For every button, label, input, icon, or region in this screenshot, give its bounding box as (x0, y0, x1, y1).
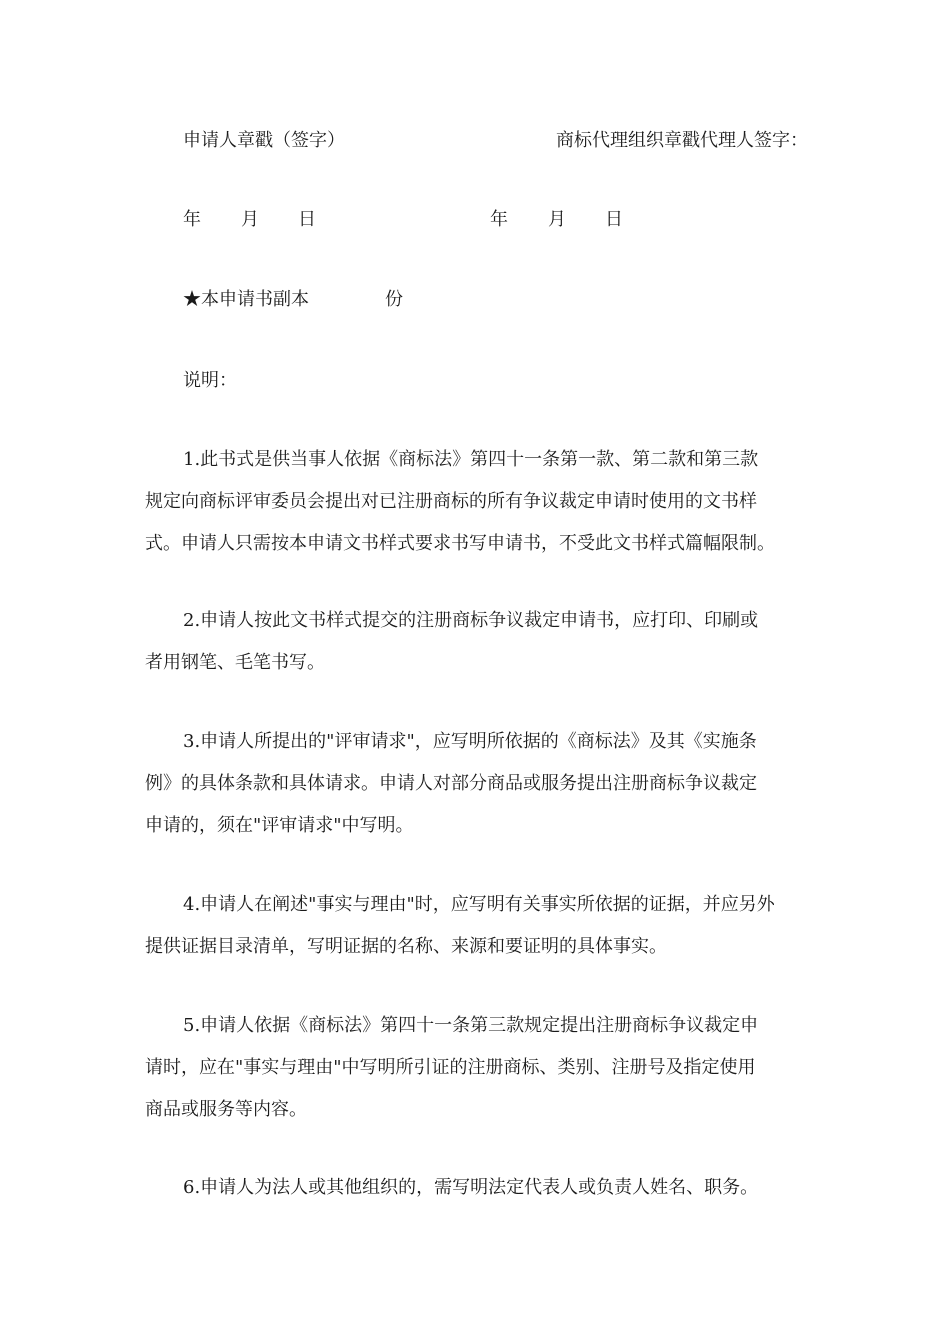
note-1-line-3: 式。申请人只需按本申请文书样式要求书写申请书，不受此文书样式篇幅限制。 (145, 533, 775, 554)
note-5-line-3: 商品或服务等内容。 (145, 1099, 307, 1120)
note-3-line-2: 例》的具体条款和具体请求。申请人对部分商品或服务提出注册商标争议裁定 (145, 773, 757, 794)
applicant-seal-label: 申请人章戳（签字） (183, 130, 345, 151)
note-1-line-2: 规定向商标评审委员会提出对已注册商标的所有争议裁定申请时使用的文书样 (145, 491, 757, 512)
date-left-year: 年 (183, 209, 201, 230)
date-left-month: 月 (241, 209, 259, 230)
note-6-line-1: 6.申请人为法人或其他组织的，需写明法定代表人或负责人姓名、职务。 (183, 1177, 759, 1198)
note-2-line-2: 者用钢笔、毛笔书写。 (145, 652, 325, 673)
note-1-line-1: 1.此书式是供当事人依据《商标法》第四十一条第一款、第二款和第三款 (183, 449, 759, 470)
note-2-line-1: 2.申请人按此文书样式提交的注册商标争议裁定申请书，应打印、印刷或 (183, 610, 759, 631)
note-5-line-2: 请时，应在"事实与理由"中写明所引证的注册商标、类别、注册号及指定使用 (145, 1057, 756, 1078)
note-4-line-2: 提供证据目录清单，写明证据的名称、来源和要证明的具体事实。 (145, 936, 667, 957)
copies-label: ★本申请书副本 (183, 289, 309, 310)
note-3-line-3: 申请的，须在"评审请求"中写明。 (145, 815, 414, 836)
note-5-line-1: 5.申请人依据《商标法》第四十一条第三款规定提出注册商标争议裁定申 (183, 1015, 759, 1036)
date-right-day: 日 (605, 209, 623, 230)
copies-unit: 份 (385, 289, 403, 310)
agent-seal-label: 商标代理组织章戳代理人签字： (556, 130, 808, 151)
notes-heading: 说明： (183, 370, 237, 391)
note-4-line-1: 4.申请人在阐述"事实与理由"时，应写明有关事实所依据的证据，并应另外 (183, 894, 775, 915)
date-right-year: 年 (490, 209, 508, 230)
date-left-day: 日 (298, 209, 316, 230)
note-3-line-1: 3.申请人所提出的"评审请求"，应写明所依据的《商标法》及其《实施条 (183, 731, 757, 752)
date-right-month: 月 (548, 209, 566, 230)
